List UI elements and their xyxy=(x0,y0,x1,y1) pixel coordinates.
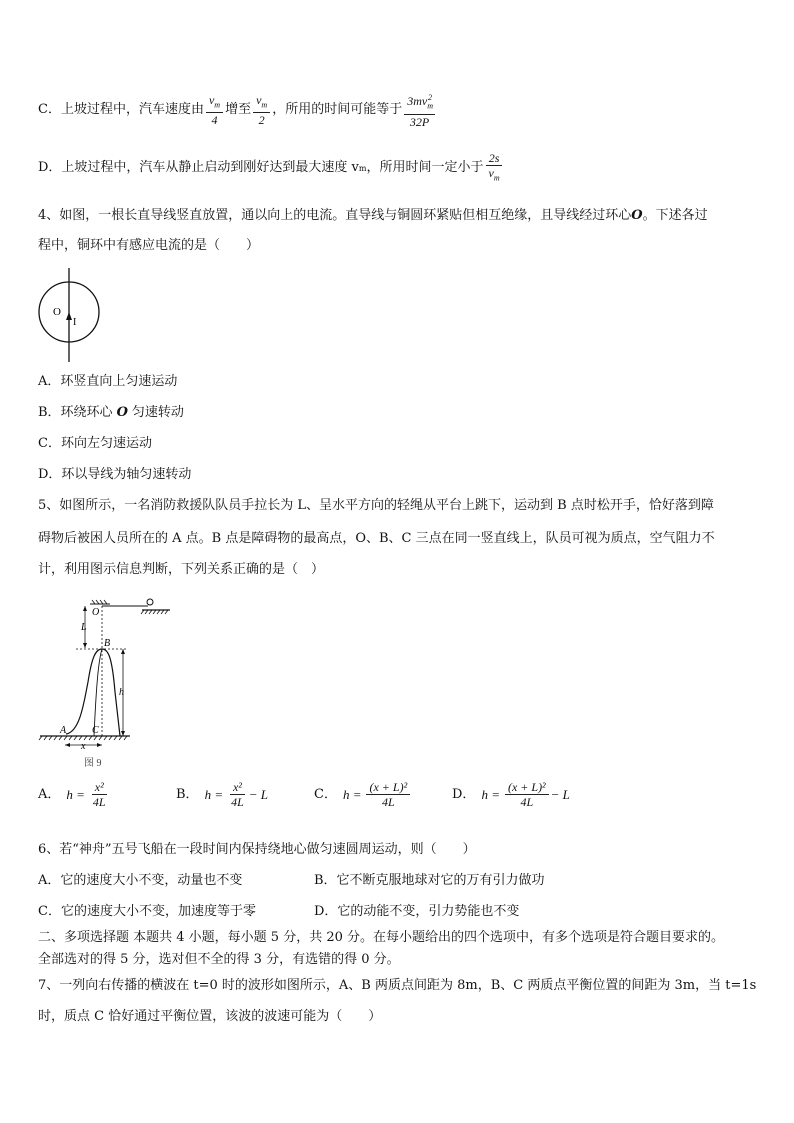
q4-stem-line-1: 4、如图，一根长直导线竖直放置，通以向上的电流。直导线与铜圆环紧贴但相互绝缘，且导线经过环心O。下述各过 xyxy=(38,208,708,223)
point-o-label: O xyxy=(92,607,100,618)
x-arrow-left-icon xyxy=(65,743,70,747)
l-label: L xyxy=(81,622,87,633)
current-arrow-icon xyxy=(66,312,72,320)
figure-caption: 图 9 xyxy=(84,758,102,769)
point-a-label: A xyxy=(60,725,67,736)
q3-option-d xyxy=(38,148,758,188)
q5-option-a-fraction: $\frac{\text{x²}}{4L}$ xyxy=(92,780,106,809)
q3-option-c-text-2: 增至 xyxy=(225,102,252,117)
x-label: x xyxy=(81,741,86,752)
q5-option-d-fraction: $\frac{\text{(x + L)²}}{4L}$ xyxy=(505,780,549,809)
q7-stem-line-2: 时，质点 C 恰好通过平衡位置，该波的波速可能为（ ） xyxy=(38,1009,382,1024)
q5-option-b-fraction: $\frac{\text{x²}}{4L}$ xyxy=(231,780,244,809)
q3-option-d-text-1: D．上坡过程中，汽车从静止启动到刚好达到最大速度 v xyxy=(38,160,359,175)
q6-stem: 6、若“神舟”五号飞船在一段时间内保持绕地心做匀速圆周运动，则（ ） xyxy=(38,842,476,857)
q5-stem-line-2: 碍物后被困人员所在的 A 点。B 点是障碍物的最高点，O、B、C 三点在同一竖直线上，队员可视为质点，空气阻力不 xyxy=(38,531,715,546)
point-b-label: B xyxy=(104,638,111,649)
q5-option-d: D． h = $\frac{\text{(x + L)²}}{4L}$ − L xyxy=(452,780,570,809)
q3-option-d-sub: m xyxy=(358,164,367,173)
l-arrow-bottom-icon xyxy=(83,643,87,648)
section-2-heading-line-2: 全部选对的得 5 分，选对但不全的得 3 分，有选错的得 0 分。 xyxy=(38,952,400,967)
ceiling-hatch xyxy=(92,600,107,604)
q4-stem-line-2: 程中，铜环中有感应电流的是（ ） xyxy=(38,238,260,253)
fraction-2s-over-vm: $\frac{2s}{v_m}$ xyxy=(486,151,503,185)
fraction-time: $\frac{3mv_m^2}{32P}$ xyxy=(404,91,435,128)
x-arrow-right-icon xyxy=(97,743,102,747)
point-c-label: C xyxy=(92,725,99,736)
q3-option-c xyxy=(38,90,758,130)
q5-option-c-fraction: $\frac{\text{(x + L)²}}{4L}$ xyxy=(366,780,410,809)
q4-figure-ring-and-wire xyxy=(36,268,106,364)
q4-option-c: C．环向左匀速运动 xyxy=(38,436,152,451)
fraction-vm-over-4: $\frac{v_m}{4}$ xyxy=(206,93,223,127)
q6-option-a: A．它的速度大小不变，动量也不变 xyxy=(38,873,243,888)
q5-stem-line-3: 计，利用图示信息判断，下列关系正确的是（ ） xyxy=(38,562,325,577)
q4-option-b: B．环绕环心 O 匀速转动 xyxy=(38,405,184,420)
current-label: I xyxy=(73,317,77,328)
q5-figure-rescue xyxy=(36,592,176,772)
l-arrow-top-icon xyxy=(83,606,87,611)
q5-stem-line-1: 5、如图所示，一名消防救援队队员手拉长为 L、呈水平方向的轻绳从平台上跳下，运动到 B 点时松开手，恰好落到障 xyxy=(38,498,714,513)
q5-option-b: B． h = $\frac{\text{x²}}{4L}$ − L xyxy=(176,780,269,809)
q6-option-d: D．它的动能不变，引力势能也不变 xyxy=(314,904,520,919)
q5-option-c: C． h = $\frac{\text{(x + L)²}}{4L}$ xyxy=(314,780,412,809)
q3-option-c-text-3: ，所用的时间可能等于 xyxy=(272,102,403,117)
q6-option-b: B．它不断克服地球对它的万有引力做功 xyxy=(314,873,545,888)
q7-stem-line-1: 7、一列向右传播的横波在 t=0 时的波形如图所示，A、B 两质点间距为 8m，B、C 两质点平衡位置的间距为 3m，当 t=1s xyxy=(38,978,757,993)
h-arrow-top-icon xyxy=(121,649,125,654)
fraction-vm-over-2: $\frac{v_m}{2}$ xyxy=(253,93,270,127)
q4-option-d: D．环以导线为轴匀速转动 xyxy=(38,467,192,482)
section-2-heading-line-1: 二、多项选择题 本题共 4 小题，每小题 5 分，共 20 分。在每小题给出的四个选项中，有多个选项是符合题目要求的。 xyxy=(38,930,725,945)
h-label: h xyxy=(119,687,124,698)
q6-option-c: C．它的速度大小不变，加速度等于零 xyxy=(38,904,256,919)
q3-option-c-text-1: C．上坡过程中，汽车速度由 xyxy=(38,102,204,117)
q5-option-a: A． h = $\frac{\text{x²}}{4L}$ xyxy=(38,780,111,809)
obstacle-curve xyxy=(66,649,120,736)
q4-option-a: A．环竖直向上匀速运动 xyxy=(38,374,178,389)
h-arrow-bottom-icon xyxy=(121,731,125,736)
ring-center-label: O xyxy=(53,306,61,318)
rescuer-icon xyxy=(147,599,153,605)
q3-option-d-text-2: ，所用时间一定小于 xyxy=(366,160,484,175)
trajectory-curve xyxy=(94,649,102,736)
